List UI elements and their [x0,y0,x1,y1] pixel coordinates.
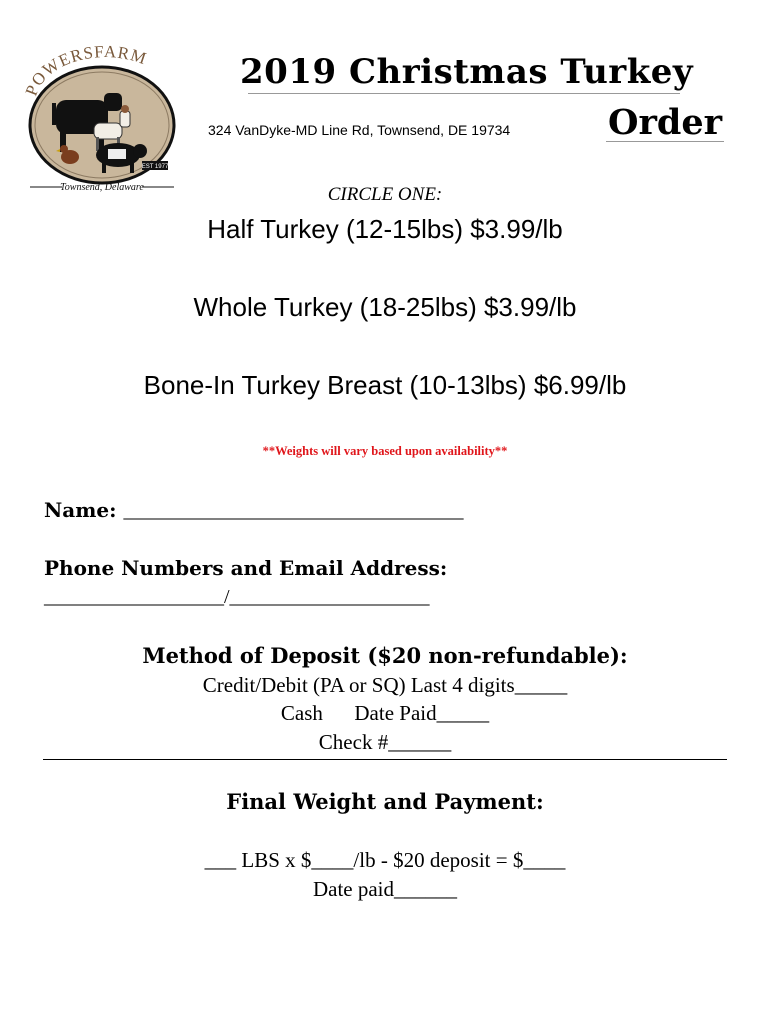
deposit-check-line: Check #______ [318,730,452,754]
option-half-turkey: Half Turkey (12-15lbs) $3.99/lb [207,214,563,244]
farm-address: 324 VanDyke-MD Line Rd, Townsend, DE 19734 [208,122,511,138]
option-whole-turkey: Whole Turkey (18-25lbs) $3.99/lb [193,292,577,322]
payment-heading: Final Weight and Payment: [226,789,544,814]
logo-location-text: Townsend, Delaware [60,182,144,193]
payment-date-line: Date paid______ [312,877,458,901]
circle-one-instruction: CIRCLE ONE: [327,184,443,205]
name-label: Name: [44,498,124,522]
weights-note: **Weights will vary based upon availability** [262,444,508,458]
page-title-line2: Order [608,102,723,143]
deposit-heading: Method of Deposit ($20 non-refundable): [142,643,628,668]
phone-email-blank: __________________/____________________ [44,586,430,608]
powers-farm-logo [22,45,182,195]
name-blank: __________________________________ [123,500,464,522]
section-divider [43,759,727,760]
logo-est-text: EST 1977 [141,164,169,170]
name-field-row [44,498,463,523]
farm-logo-graphic [22,45,182,195]
title-underline [248,93,680,94]
option-turkey-breast: Bone-In Turkey Breast (10-13lbs) $6.99/lb [143,370,627,400]
page-title: 2019 Christmas Turkey [240,52,694,92]
deposit-credit-line: Credit/Debit (PA or SQ) Last 4 digits_____ [202,673,568,697]
logo-brand-text: POWERSFARM [22,45,150,99]
payment-calc-line: ___ LBS x $____/lb - $20 deposit = $____ [204,848,566,872]
deposit-cash-line: Cash Date Paid_____ [280,701,490,725]
phone-email-label: Phone Numbers and Email Address: [44,556,448,580]
title-line2-underline [606,141,724,142]
